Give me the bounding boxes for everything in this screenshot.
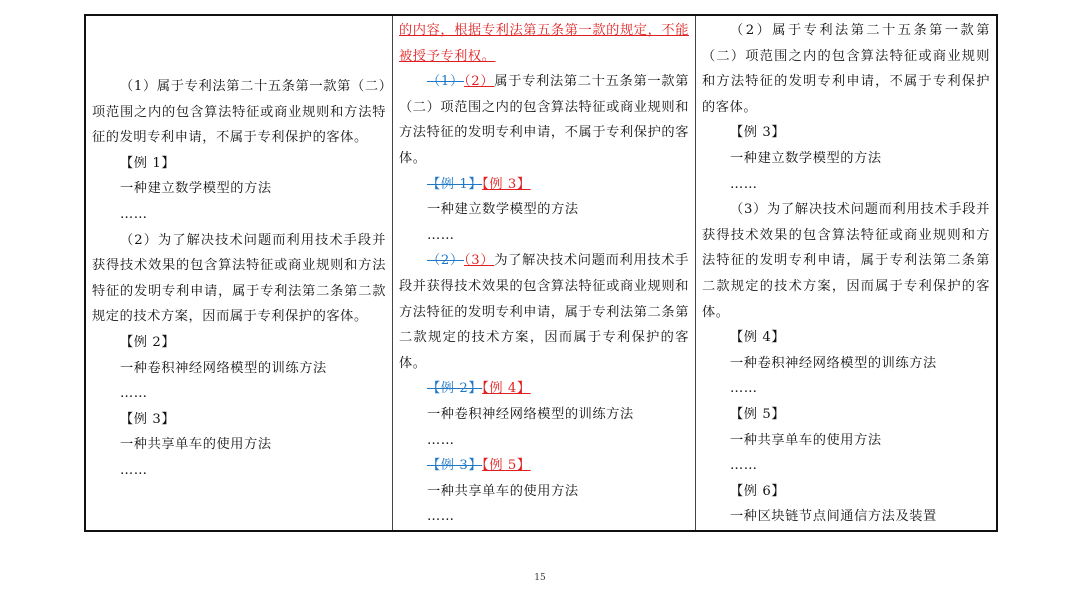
inserted-span: 【例 5】 xyxy=(482,458,531,474)
example-label: 【例 1】 xyxy=(120,155,176,171)
paragraph-2: （3）为了解决技术问题而利用技术手段并获得技术效果的包含算法特征或商业规则和方法特征的发明专利申请，属于专利法第二条第二款规定的技术方案，因而属于专利保护的客体。 xyxy=(702,202,990,320)
column-revision-marked xyxy=(393,16,696,530)
example-label xyxy=(399,172,689,198)
example-label xyxy=(399,453,689,479)
ellipsis: …… xyxy=(427,227,455,243)
example-text: 一种共享单车的使用方法 xyxy=(427,483,579,499)
page-number: 15 xyxy=(534,573,546,583)
paragraph-2: （2）为了解决技术问题而利用技术手段并获得技术效果的包含算法特征或商业规则和方法特征的发明专利申请，属于专利法第二条第二款规定的技术方案，因而属于专利保护的客体。 xyxy=(92,232,386,325)
example-label: 【例 6】 xyxy=(730,483,786,499)
example-label: 【例 2】 xyxy=(120,334,176,350)
ellipsis: …… xyxy=(730,381,758,397)
comparison-table xyxy=(84,14,998,532)
example-text: 一种卷积神经网络模型的训练方法 xyxy=(427,406,634,422)
example-label: 【例 5】 xyxy=(730,406,786,422)
example-label: 【例 3】 xyxy=(120,411,176,427)
paragraph-1: （1）属于专利法第二十五条第一款第（二）项范围之内的包含算法特征或商业规则和方法特征的发明专利申请，不属于专利保护的客体。 xyxy=(92,79,386,146)
example-label: 【例 3】 xyxy=(730,125,786,141)
example-label xyxy=(399,376,689,402)
inserted-span: （2） xyxy=(463,74,495,90)
inserted-text xyxy=(399,18,689,69)
column-original xyxy=(86,16,393,530)
example-text: 一种建立数学模型的方法 xyxy=(120,181,272,197)
ellipsis: …… xyxy=(120,386,148,402)
deleted-span: （1） xyxy=(427,74,464,90)
ellipsis: …… xyxy=(730,458,758,474)
example-text: 一种建立数学模型的方法 xyxy=(730,150,882,166)
example-text: 一种建立数学模型的方法 xyxy=(427,202,579,218)
example-text: 一种卷积神经网络模型的训练方法 xyxy=(730,355,937,371)
ellipsis: …… xyxy=(730,176,758,192)
deleted-span: （2） xyxy=(427,253,464,269)
column-revised xyxy=(696,16,996,530)
example-text: 一种区块链节点间通信方法及装置 xyxy=(730,509,937,525)
inserted-span: （3） xyxy=(463,253,495,269)
example-label: 【例 4】 xyxy=(730,330,786,346)
deleted-span: 【例 3】 xyxy=(427,458,483,474)
example-text: 一种共享单车的使用方法 xyxy=(730,432,882,448)
ellipsis: …… xyxy=(120,462,148,478)
ellipsis: …… xyxy=(427,509,455,525)
paragraph-2 xyxy=(399,248,689,376)
ellipsis: …… xyxy=(120,206,148,222)
example-text: 一种卷积神经网络模型的训练方法 xyxy=(120,360,327,376)
ellipsis: …… xyxy=(427,432,455,448)
paragraph-1: （2）属于专利法第二十五条第一款第（二）项范围之内的包含算法特征或商业规则和方法特征的发明专利申请，不属于专利保护的客体。 xyxy=(702,23,990,115)
example-text: 一种共享单车的使用方法 xyxy=(120,437,272,453)
inserted-span: 的内容，根据专利法第五条第一款的规定，不能被授予专利权。 xyxy=(399,23,689,64)
deleted-span: 【例 1】 xyxy=(427,176,483,192)
inserted-span: 【例 4】 xyxy=(482,381,531,397)
paragraph-1 xyxy=(399,69,689,171)
paragraph-text: 属于专利法第二十五条第一款第（二）项范围之内的包含算法特征或商业规则和方法特征的发明专利申请，不属于专利保护的客体。 xyxy=(399,74,689,166)
inserted-span: 【例 3】 xyxy=(482,176,531,192)
paragraph-text: 为了解决技术问题而利用技术手段并获得技术效果的包含算法特征或商业规则和方法特征的发明专利申请，属于专利法第二条第二款规定的技术方案，因而属于专利保护的客体。 xyxy=(399,253,689,371)
deleted-span: 【例 2】 xyxy=(427,381,483,397)
